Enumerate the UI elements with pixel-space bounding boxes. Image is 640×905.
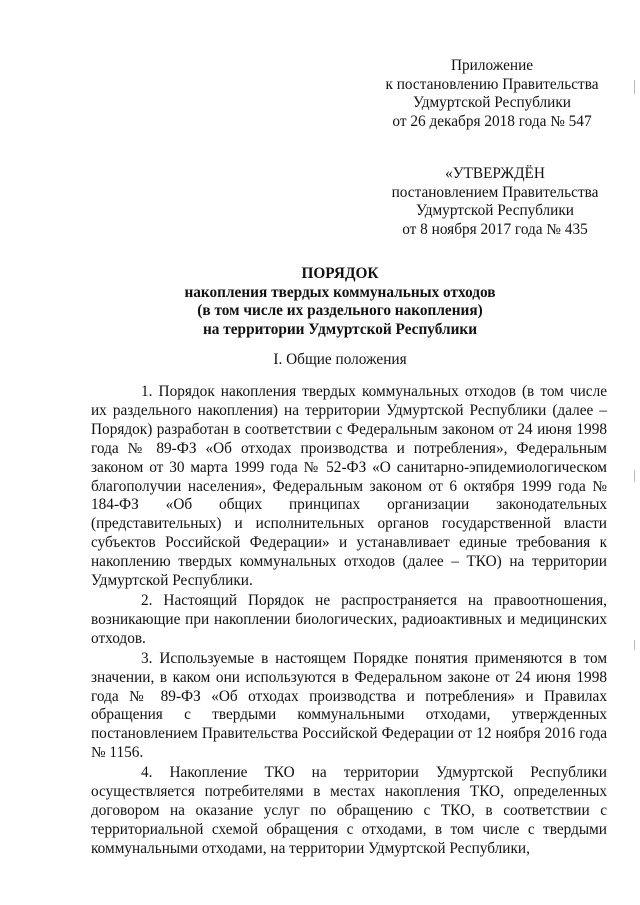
- scan-edge-mark: [634, 640, 635, 650]
- approved-line: Удмуртской Республики: [416, 202, 574, 220]
- paragraph: 3. Используемые в настоящем Порядке понятия применяются в том значении, в каком они используются в Федеральном законе от 24 июня 1998 года № 89-ФЗ «Об отходах производства и потребления» и Правилах обращения с твердыми коммунальными отходами, утвержденных постановлением Правительства Российской Федерации от 12 ноября 2016 года № 1156.: [91, 649, 607, 762]
- approved-block: [390, 165, 600, 239]
- paragraph: 1. Порядок накопления твердых коммунальных отходов (в том числе их раздельного накопления) на территории Удмуртской Республики (далее – Порядок) разработан в соответствии с Федеральным законом от 24 июня 1998 года № 89-ФЗ «Об отходах производства и потребления», Федеральным законом от 30 марта 1999 года № 52-ФЗ «О санитарно-эпидемиологическом благополучии населения», Федеральным законом от 6 октября 1999 года № 184-ФЗ «Об общих принципах организации законодательных (представительных) и исполнительных органов государственной власти субъектов Российской Федерации» и устанавливает единые требования к накоплению твердых коммунальных отходов (далее – ТКО) на территории Удмуртской Республики.: [91, 383, 607, 590]
- document-body: [91, 383, 607, 859]
- appendix-line: Удмуртской Республики: [413, 94, 571, 112]
- appendix-line: Приложение: [450, 57, 534, 74]
- appendix-line: к постановлению Правительства: [385, 75, 599, 93]
- document-title: [90, 265, 590, 339]
- title-line: ПОРЯДОК: [301, 265, 379, 282]
- approved-line: «УТВЕРЖДЁН: [445, 165, 545, 182]
- appendix-block: [377, 57, 607, 131]
- paragraph: 4. Накопление ТКО на территории Удмуртской Республики осуществляется потребителями в местах накопления ТКО, определенных договором на оказание услуг по обращению с ТКО, в соответствии с территориальной схемой обращения с отходами, в том числе с твердыми коммунальными отходами, на территории Удмуртской Республики,: [91, 764, 607, 857]
- title-line: (в том числе их раздельного накопления): [197, 302, 483, 320]
- section-heading: I. Общие положения: [273, 351, 407, 368]
- scan-edge-mark: [634, 470, 635, 482]
- title-line: накопления твердых коммунальных отходов: [184, 283, 496, 301]
- appendix-line: от 26 декабря 2018 года № 547: [392, 112, 592, 130]
- title-line: на территории Удмуртской Республики: [202, 320, 478, 338]
- approved-line: постановлением Правительства: [391, 183, 599, 201]
- approved-line: от 8 ноября 2017 года № 435: [402, 220, 588, 238]
- paragraph: 2. Настоящий Порядок не распространяется на правоотношения, возникающие при накоплении биологических, радиоактивных и медицинских отходов.: [91, 591, 607, 647]
- scan-edge-mark: [634, 80, 635, 94]
